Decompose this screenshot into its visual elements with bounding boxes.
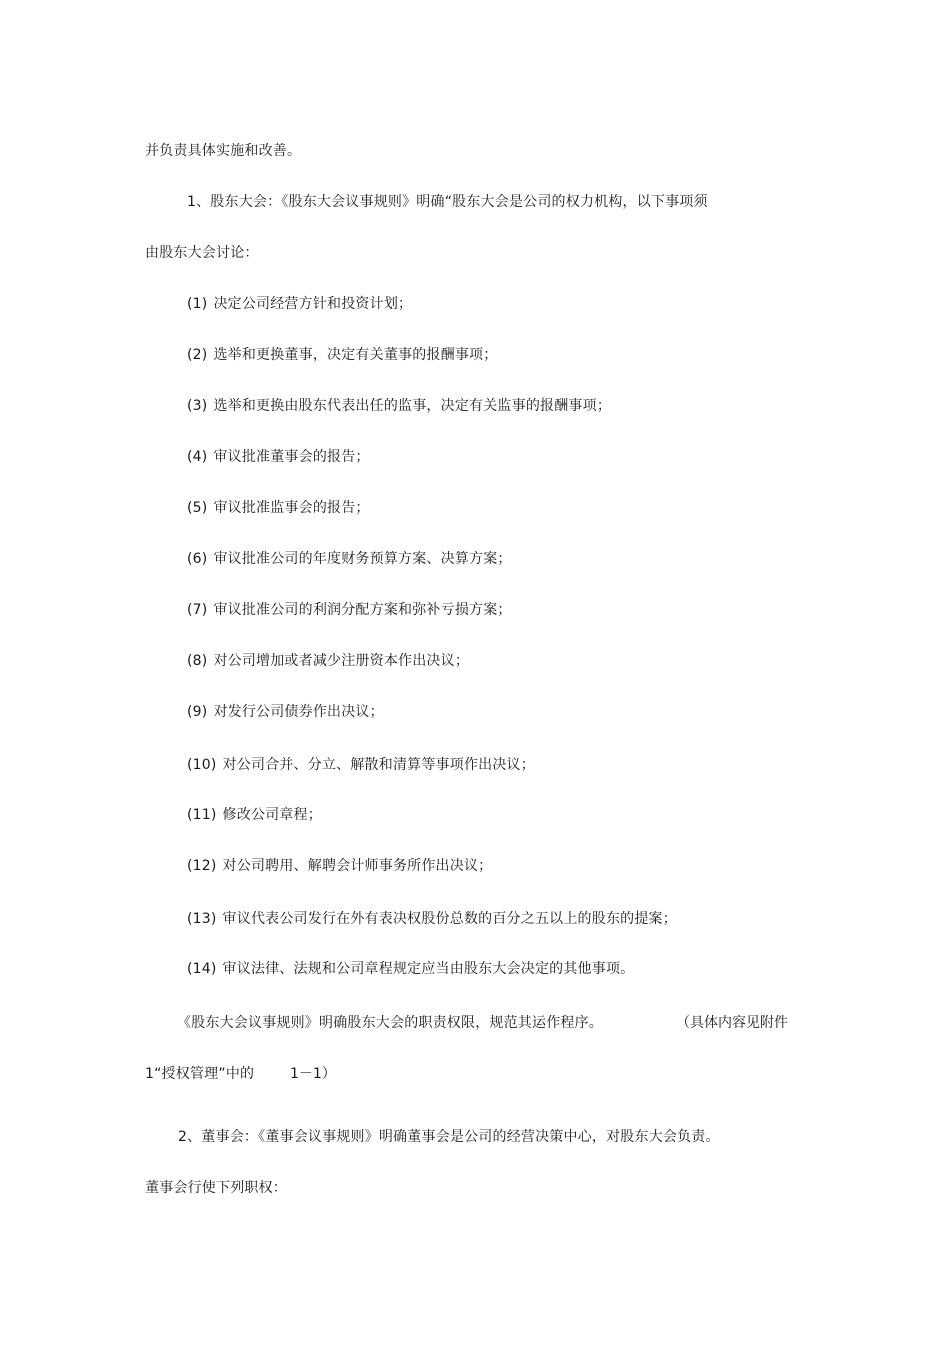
- item-text: 修改公司章程；: [222, 807, 322, 823]
- item-text: 审议法律、法规和公司章程规定应当由股东大会决定的其他事项。: [222, 961, 635, 977]
- item-number: (5): [187, 500, 208, 516]
- rules-note-cont: 1“授权管理”中的: [145, 1066, 255, 1082]
- item-number: (3): [187, 398, 208, 414]
- item-number: (11): [187, 807, 217, 823]
- rules-note-reference: （具体内容见附件: [676, 1015, 788, 1031]
- section2-heading-cont: 董事会行使下列职权：: [145, 1180, 287, 1196]
- list-item: [187, 756, 535, 774]
- item-number: (13): [187, 911, 217, 927]
- item-text: 审议批准公司的利润分配方案和弥补亏损方案；: [213, 602, 512, 618]
- item-text: 对公司合并、分立、解散和清算等事项作出决议；: [222, 757, 535, 773]
- item-number: (14): [187, 961, 217, 977]
- item-number: (4): [187, 449, 208, 465]
- item-text: 对发行公司债券作出决议；: [213, 704, 384, 720]
- item-number: (8): [187, 653, 208, 669]
- item-number: (6): [187, 551, 208, 567]
- list-item: [187, 448, 370, 466]
- list-item: [187, 806, 322, 824]
- item-text: 选举和更换由股东代表出任的监事，决定有关监事的报酬事项；: [213, 398, 612, 414]
- list-item: [187, 960, 634, 978]
- item-text: 审议代表公司发行在外有表决权股份总数的百分之五以上的股东的提案；: [222, 911, 677, 927]
- item-text: 决定公司经营方针和投资计划；: [213, 296, 413, 312]
- rules-note: 《股东大会议事规则》明确股东大会的职责权限，规范其运作程序。: [177, 1015, 603, 1031]
- list-item: [187, 703, 384, 721]
- list-item: [187, 601, 512, 619]
- section1-heading: 1、股东大会：《股东大会议事规则》明确“股东大会是公司的权力机构，以下事项须: [187, 194, 708, 210]
- item-number: (7): [187, 602, 208, 618]
- item-text: 审议批准公司的年度财务预算方案、决算方案；: [213, 551, 512, 567]
- section1-heading-cont: 由股东大会讨论：: [145, 245, 259, 261]
- list-item: [187, 346, 497, 364]
- item-number: (2): [187, 347, 208, 363]
- list-item: [187, 910, 677, 928]
- list-item: [187, 857, 492, 875]
- item-text: 对公司聘用、解聘会计师事务所作出决议；: [222, 858, 493, 874]
- list-item: [187, 499, 370, 517]
- rules-note-appendix: 1－1）: [290, 1066, 336, 1082]
- item-number: (1): [187, 296, 208, 312]
- item-text: 审议批准监事会的报告；: [213, 500, 370, 516]
- list-item: [187, 652, 469, 670]
- item-text: 选举和更换董事，决定有关董事的报酬事项；: [213, 347, 498, 363]
- intro-line: 并负责具体实施和改善。: [145, 143, 302, 159]
- item-text: 审议批准董事会的报告；: [213, 449, 370, 465]
- item-number: (10): [187, 757, 217, 773]
- section2-heading: 2、董事会：《董事会议事规则》明确董事会是公司的经营决策中心，对股东大会负责。: [178, 1129, 720, 1145]
- item-text: 对公司增加或者减少注册资本作出决议；: [213, 653, 470, 669]
- list-item: [187, 295, 412, 313]
- list-item: [187, 550, 512, 568]
- item-number: (9): [187, 704, 208, 720]
- list-item: [187, 397, 611, 415]
- item-number: (12): [187, 858, 217, 874]
